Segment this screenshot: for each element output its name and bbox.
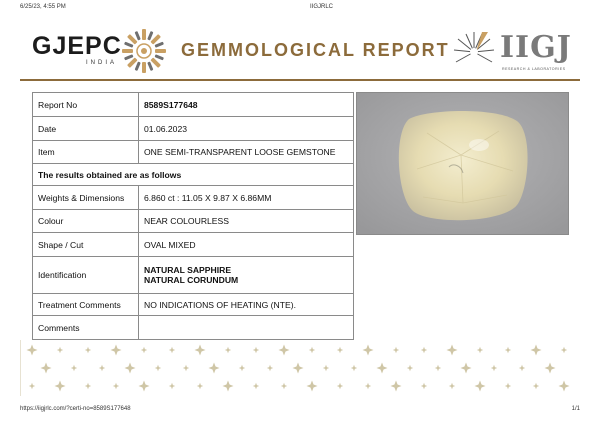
print-url: https://iigjrlc.com/?certi-no=8589S177648 <box>20 406 131 412</box>
row-identification <box>33 257 354 294</box>
sparkle-icon <box>253 383 259 389</box>
identification-line-2: NATURAL CORUNDUM <box>144 275 239 285</box>
sparkle-icon <box>155 365 161 371</box>
sparkle-icon <box>307 381 318 392</box>
colour-label: Colour <box>33 210 139 233</box>
sparkle-icon <box>29 383 35 389</box>
iigj-logo <box>452 28 572 76</box>
sparkle-icon <box>491 365 497 371</box>
sparkle-icon <box>545 363 556 374</box>
sparkle-icon <box>519 365 525 371</box>
sparkle-icon <box>505 347 511 353</box>
gemstone-image <box>357 93 568 234</box>
print-tab-title: IIGJRLC <box>310 4 334 10</box>
sparkle-icon <box>195 345 206 356</box>
comments-value <box>139 316 354 340</box>
identification-label: Identification <box>33 257 139 294</box>
gjepc-logo-subtext: INDIA <box>86 60 118 66</box>
sparkle-icon <box>55 381 66 392</box>
sparkle-icon <box>309 347 315 353</box>
report-no-label: Report No <box>33 93 139 117</box>
colour-value: NEAR COLOURLESS <box>139 210 354 233</box>
sparkle-icon <box>293 363 304 374</box>
shape-label: Shape / Cut <box>33 233 139 257</box>
shape-value: OVAL MIXED <box>139 233 354 257</box>
print-page-number: 1/1 <box>571 406 580 412</box>
date-label: Date <box>33 117 139 141</box>
sparkle-icon <box>267 365 273 371</box>
date-value: 01.06.2023 <box>139 117 354 141</box>
row-date <box>33 117 354 141</box>
sparkle-icon <box>421 383 427 389</box>
sparkle-icon <box>223 381 234 392</box>
gemstone-photo <box>356 92 569 235</box>
sparkle-icon <box>111 345 122 356</box>
sparkle-icon <box>253 347 259 353</box>
sparkle-icon <box>197 383 203 389</box>
print-datetime: 6/25/23, 4:55 PM <box>20 4 66 10</box>
sparkle-icon <box>209 363 220 374</box>
header-divider <box>20 79 580 81</box>
sparkle-icon <box>141 347 147 353</box>
sparkle-icon <box>477 347 483 353</box>
sparkle-icon <box>533 383 539 389</box>
row-results-heading <box>33 164 354 186</box>
results-heading: The results obtained are as follows <box>33 164 354 186</box>
iigj-logo-subtext: RESEARCH & LABORATORIES <box>502 67 566 71</box>
treatment-label: Treatment Comments <box>33 294 139 316</box>
sparkle-icon <box>57 347 63 353</box>
print-footer <box>20 406 580 416</box>
sparkle-icon <box>281 383 287 389</box>
sparkle-icon <box>447 345 458 356</box>
sparkle-icon <box>505 383 511 389</box>
sparkle-icon <box>239 365 245 371</box>
sparkle-icon <box>125 363 136 374</box>
sparkle-icon <box>365 383 371 389</box>
sparkle-icon <box>323 365 329 371</box>
row-item <box>33 141 354 164</box>
sparkle-icon <box>85 347 91 353</box>
decorative-sparkle-pattern <box>20 340 580 396</box>
row-treatment <box>33 294 354 316</box>
weights-label: Weights & Dimensions <box>33 186 139 210</box>
gjepc-logo-text: GJEPC <box>32 32 122 60</box>
row-report-no <box>33 93 354 117</box>
sparkle-icon <box>561 347 567 353</box>
sparkle-icon <box>337 347 343 353</box>
sparkle-icon <box>139 381 150 392</box>
sparkle-icon <box>183 365 189 371</box>
sparkle-icon <box>41 363 52 374</box>
sparkle-icon <box>407 365 413 371</box>
item-value: ONE SEMI-TRANSPARENT LOOSE GEMSTONE <box>139 141 354 164</box>
row-weights <box>33 186 354 210</box>
treatment-value: NO INDICATIONS OF HEATING (NTE). <box>139 294 354 316</box>
print-header <box>20 4 580 14</box>
row-comments <box>33 316 354 340</box>
report-title: GEMMOLOGICAL REPORT <box>181 40 450 60</box>
sparkle-icon <box>461 363 472 374</box>
gjepc-sun-icon <box>121 28 167 74</box>
sparkle-icon <box>435 365 441 371</box>
sparkle-icon <box>99 365 105 371</box>
row-colour <box>33 210 354 233</box>
weights-value: 6.860 ct : 11.05 X 9.87 X 6.86MM <box>139 186 354 210</box>
sparkle-icon <box>169 383 175 389</box>
identification-value <box>139 257 354 294</box>
item-label: Item <box>33 141 139 164</box>
sparkle-icon <box>475 381 486 392</box>
sparkle-icon <box>421 347 427 353</box>
sparkle-icon <box>559 381 570 392</box>
sparkle-icon <box>363 345 374 356</box>
sparkle-icon <box>393 347 399 353</box>
identification-line-1: NATURAL SAPPHIRE <box>144 265 232 275</box>
sparkle-icon <box>337 383 343 389</box>
sparkle-icon <box>85 383 91 389</box>
sparkle-icon <box>27 345 38 356</box>
report-no-value: 8589S177648 <box>139 93 354 117</box>
iigj-logo-text: IIGJ <box>500 30 572 65</box>
iigj-starburst-icon <box>452 30 496 70</box>
sparkle-icon <box>449 383 455 389</box>
sparkle-icon <box>225 347 231 353</box>
sparkle-icon <box>279 345 290 356</box>
sparkle-icon <box>113 383 119 389</box>
row-shape <box>33 233 354 257</box>
sparkle-icon <box>531 345 542 356</box>
comments-label: Comments <box>33 316 139 340</box>
sparkle-icon <box>169 347 175 353</box>
report-table <box>32 92 354 340</box>
sparkle-icon <box>377 363 388 374</box>
sparkle-icon <box>351 365 357 371</box>
sparkle-icon <box>71 365 77 371</box>
sparkle-icon <box>391 381 402 392</box>
